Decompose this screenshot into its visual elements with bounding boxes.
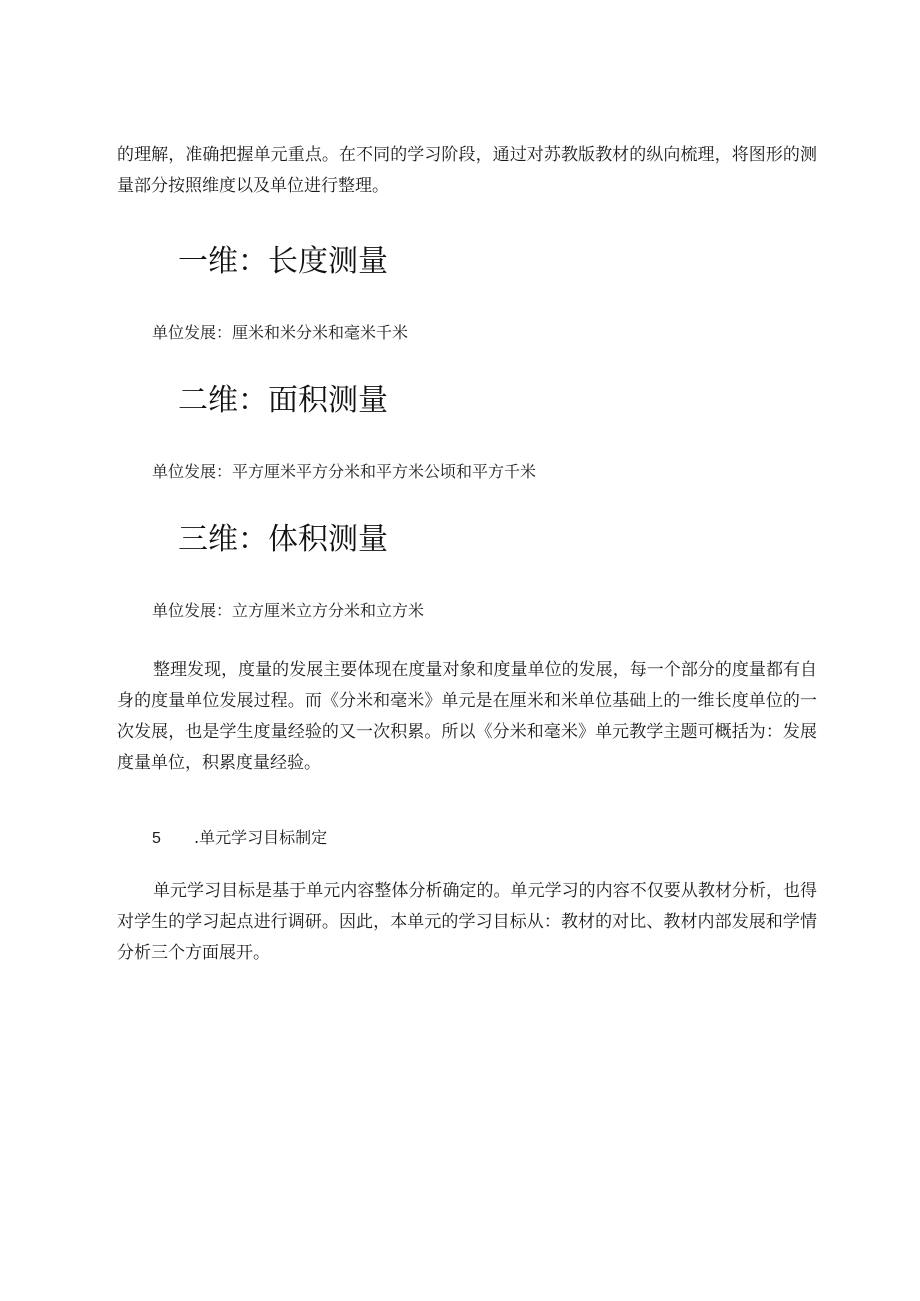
heading-area-measurement: 二维：面积测量	[178, 383, 388, 418]
heading-length-measurement: 一维：长度测量	[178, 244, 388, 279]
unit-development-volume: 单位发展：立方厘米立方分米和立方米	[152, 601, 425, 620]
unit-development-length: 单位发展：厘米和米分米和毫米千米	[152, 323, 409, 342]
summary-paragraph: 整理发现，度量的发展主要体现在度量对象和度量单位的发展，每一个部分的度量都有自身的度量单位发展过程。而《分米和毫米》单元是在厘米和米单位基础上的一维长度单位的一次发展，也是学生度量经验的又一次积累。所以《分米和毫米》单元教学主题可概括为：发展度量单位，积累度量经验。	[117, 660, 817, 773]
section-5-title	[152, 825, 327, 852]
heading-volume-measurement: 三维：体积测量	[178, 522, 388, 557]
section-number: 5	[152, 830, 161, 847]
goals-paragraph: 单元学习目标是基于单元内容整体分析确定的。单元学习的内容不仅要从教材分析，也得对学生的学习起点进行调研。因此，本单元的学习目标从：教材的对比、教材内部发展和学情分析三个方面展开。	[117, 881, 817, 963]
intro-paragraph: 的理解，准确把握单元重点。在不同的学习阶段，通过对苏教版教材的纵向梳理，将图形的测量部分按照维度以及单位进行整理。	[117, 145, 817, 196]
unit-development-area: 单位发展：平方厘米平方分米和平方米公顷和平方千米	[152, 462, 537, 481]
section-title-text: .单元学习目标制定	[194, 828, 328, 847]
